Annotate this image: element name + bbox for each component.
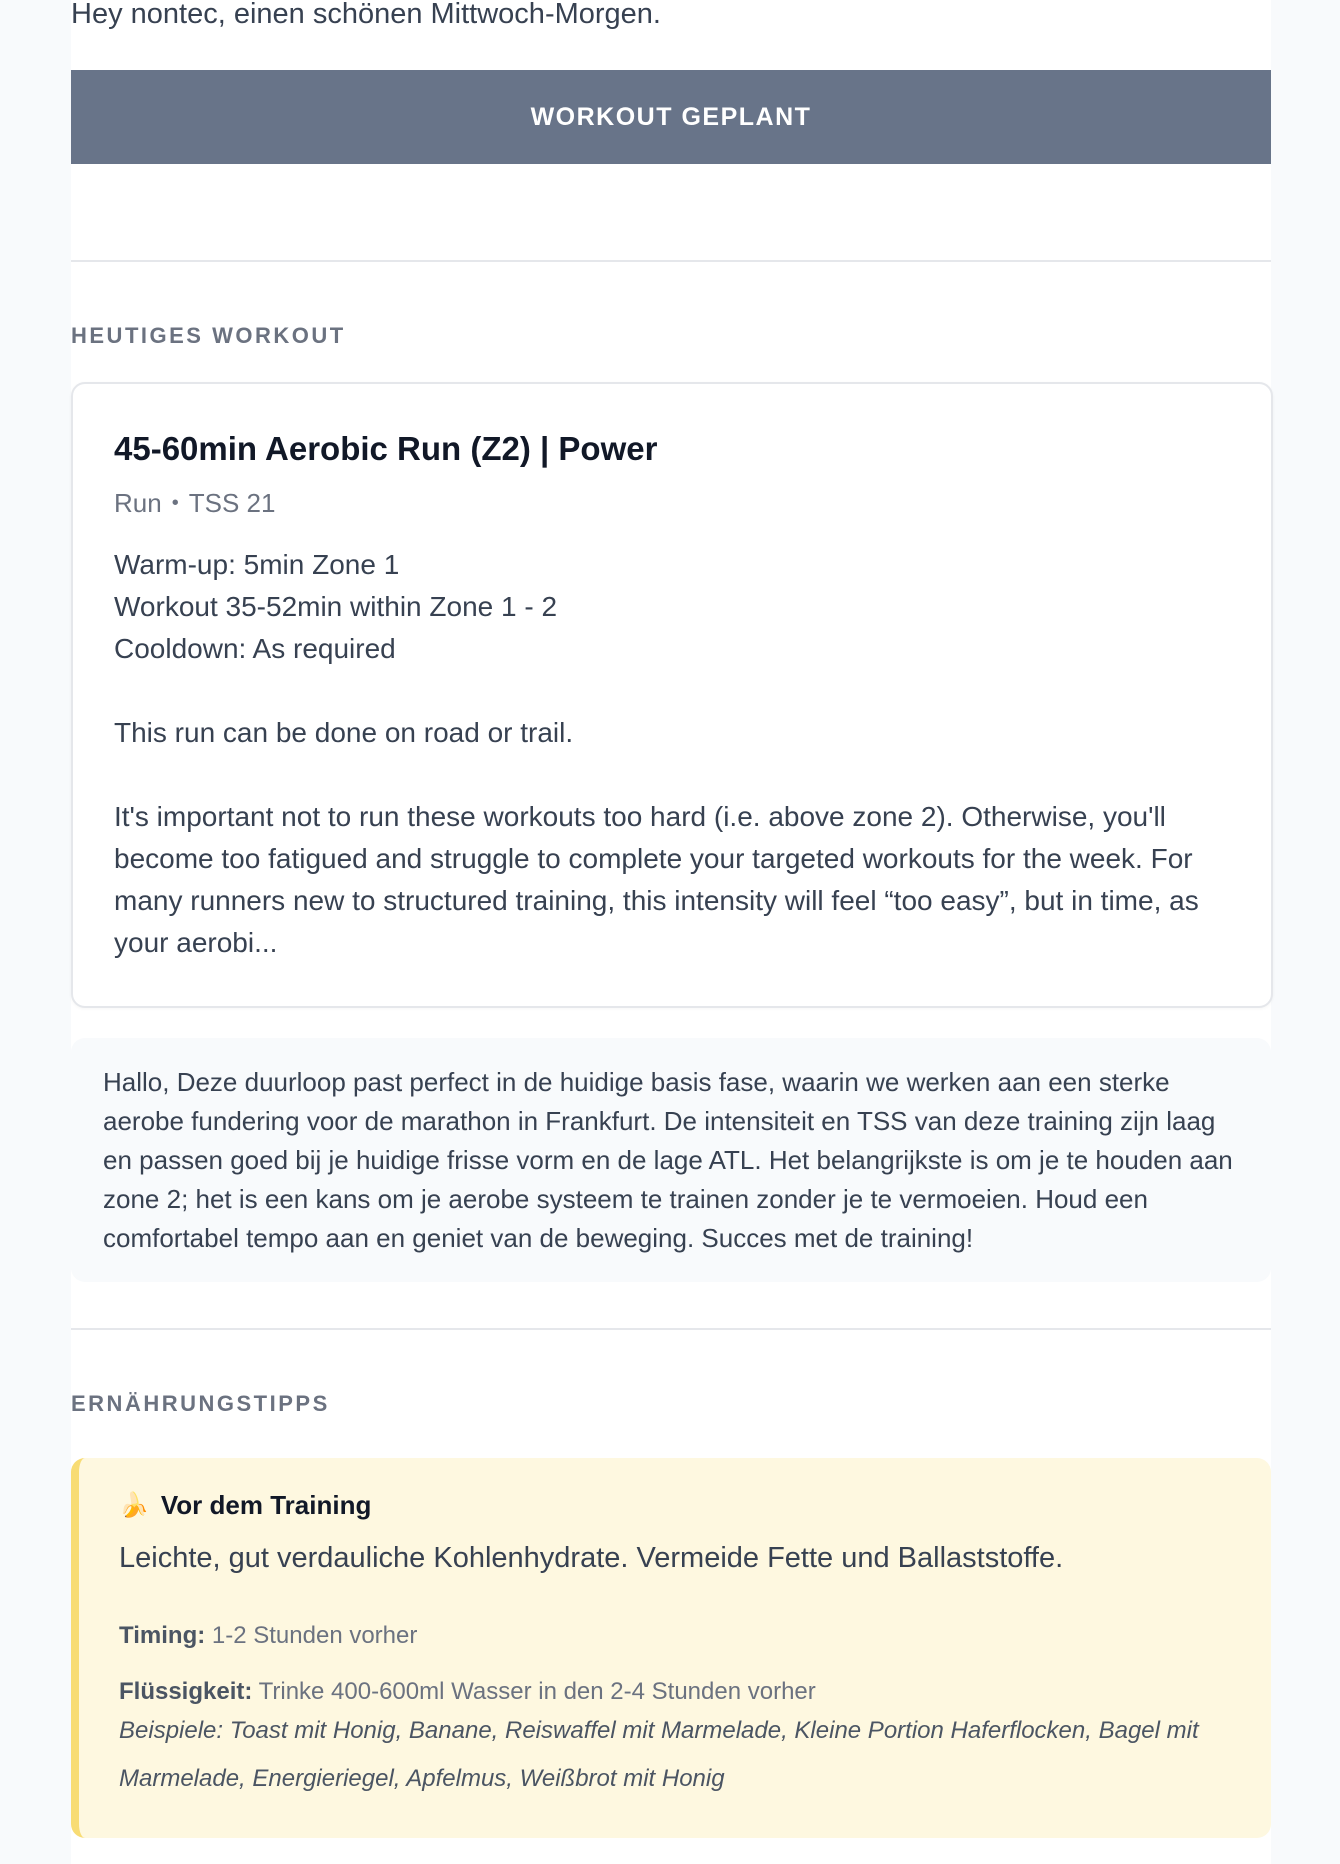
coach-note: Hallo, Deze duurloop past perfect in de huidige basis fase, waarin we werken aan een sterke aerobe fundering voor de marathon in Frankfurt. De intensiteit en TSS van deze training zijn laag en passen goed bij je huidige frisse vorm en de lage ATL. Het belangrijkste is om je te houden aan zone 2; het is een kans om je aerobe systeem te trainen zonder je te vermoeien. Houd een comfortabel tempo aan en geniet van de beweging. Succes met de training! [71, 1038, 1271, 1282]
workout-tss: TSS 21 [188, 488, 276, 518]
workout-card[interactable] [71, 382, 1273, 1008]
separator-dot-icon: • [171, 492, 179, 514]
section-divider [71, 1328, 1271, 1330]
workout-title[interactable]: 45-60min Aerobic Run (Z2) | Power [114, 430, 658, 467]
workout-description: Warm-up: 5min Zone 1 Workout 35-52min within Zone 1 - 2 Cooldown: As required This run can be done on road or trail. It's important not to run these workouts too hard (i.e. above zone 2). Otherwise, you'll become too fatigued and struggle to complete your targeted workouts for the week. For many runners new to structured training, this intensity will feel “too easy”, but in time, as your aerobi... [114, 549, 1199, 958]
workout-sport: Run [114, 488, 162, 518]
nutrition-summary: Leichte, gut verdauliche Kohlenhydrate. Vermeide Fette und Ballaststoffe. [119, 1542, 1064, 1574]
nutrition-heading-text: Vor dem Training [160, 1490, 372, 1520]
workout-status-banner[interactable]: WORKOUT GEPLANT [71, 70, 1271, 164]
nutrition-heading [119, 1490, 371, 1521]
greeting-text: Hey nontec, einen schönen Mittwoch-Morgen. [71, 0, 661, 30]
fluid-value: Trinke 400-600ml Wasser in den 2-4 Stunden vorher [258, 1678, 816, 1705]
nutrition-card [71, 1458, 1271, 1838]
today-workout-label: HEUTIGES WORKOUT [71, 323, 346, 348]
nutrition-fluid [119, 1678, 816, 1706]
section-divider [71, 260, 1271, 262]
nutrition-examples: Beispiele: Toast mit Honig, Banane, Reiswaffel mit Marmelade, Kleine Portion Haferflocken, Bagel mit Marmelade, Energieriegel, Apfelmus, Weißbrot mit Honig [119, 1717, 1199, 1792]
workout-meta [114, 488, 275, 519]
banana-icon: 🍌 [119, 1492, 149, 1519]
nutrition-timing [119, 1622, 417, 1650]
dashboard-page [71, 0, 1271, 1864]
timing-value: 1-2 Stunden vorher [211, 1622, 418, 1649]
fluid-label: Flüssigkeit: [119, 1678, 253, 1705]
nutrition-section-label: ERNÄHRUNGSTIPPS [71, 1391, 330, 1416]
timing-label: Timing: [119, 1622, 206, 1649]
